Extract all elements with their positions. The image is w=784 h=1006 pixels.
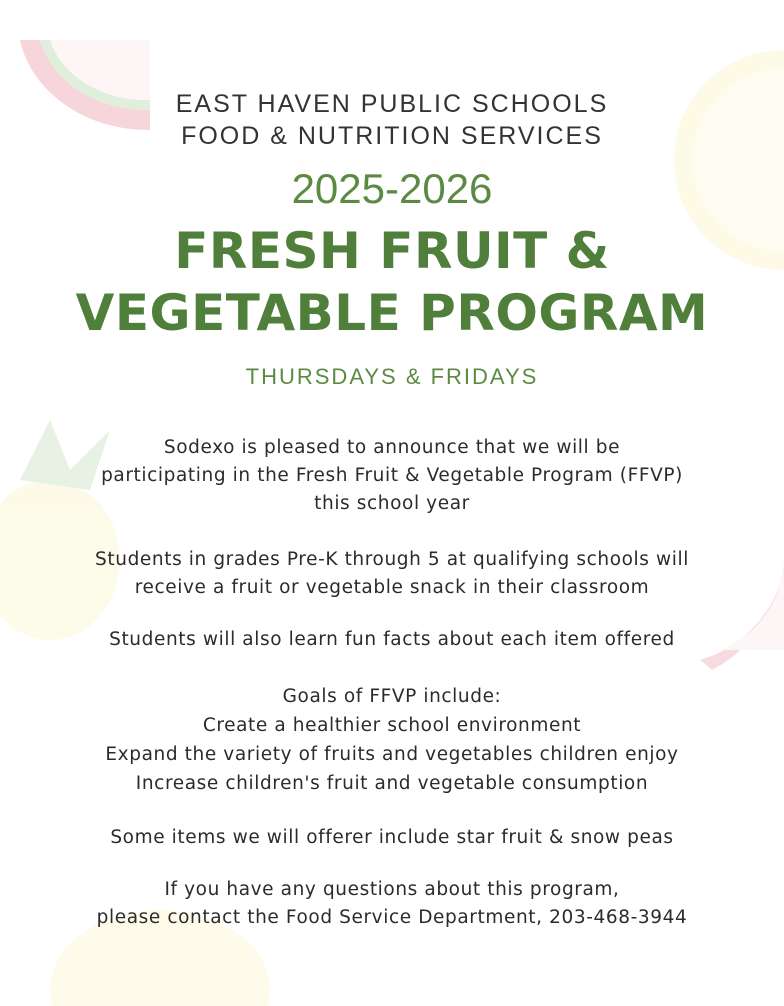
program-title-line2: VEGETABLE PROGRAM	[75, 284, 709, 342]
intro-line: participating in the Fresh Fruit & Vegetable Program (FFVP)	[101, 465, 683, 486]
students-line: receive a fruit or vegetable snack in their classroom	[134, 577, 650, 598]
items-note: Some items we will offerer include star fruit & snow peas	[110, 827, 674, 848]
program-days: THURSDAYS & FRIDAYS	[245, 364, 539, 389]
students-paragraph	[0, 546, 784, 602]
facts-paragraph: Students will also learn fun facts about each item offered	[109, 629, 675, 650]
goal-item: Create a healthier school environment	[202, 715, 582, 736]
intro-line: this school year	[314, 493, 470, 514]
goals-section	[0, 682, 784, 798]
contact-line: If you have any questions about this program,	[164, 879, 620, 900]
contact-line: please contact the Food Service Department, 203-468-3944	[96, 907, 688, 928]
program-title-line1: FRESH FRUIT &	[174, 222, 610, 280]
contact-paragraph	[0, 876, 784, 932]
school-year: 2025-2026	[291, 165, 493, 212]
goal-item: Expand the variety of fruits and vegetables children enjoy	[105, 744, 679, 765]
district-name: EAST HAVEN PUBLIC SCHOOLS	[175, 90, 609, 118]
students-line: Students in grades Pre-K through 5 at qualifying schools will	[95, 549, 689, 570]
department-name: FOOD & NUTRITION SERVICES	[181, 122, 603, 150]
goals-heading: Goals of FFVP include:	[282, 686, 502, 707]
intro-line: Sodexo is pleased to announce that we will be	[163, 437, 621, 458]
intro-paragraph	[0, 434, 784, 518]
goal-item: Increase children's fruit and vegetable consumption	[135, 773, 649, 794]
